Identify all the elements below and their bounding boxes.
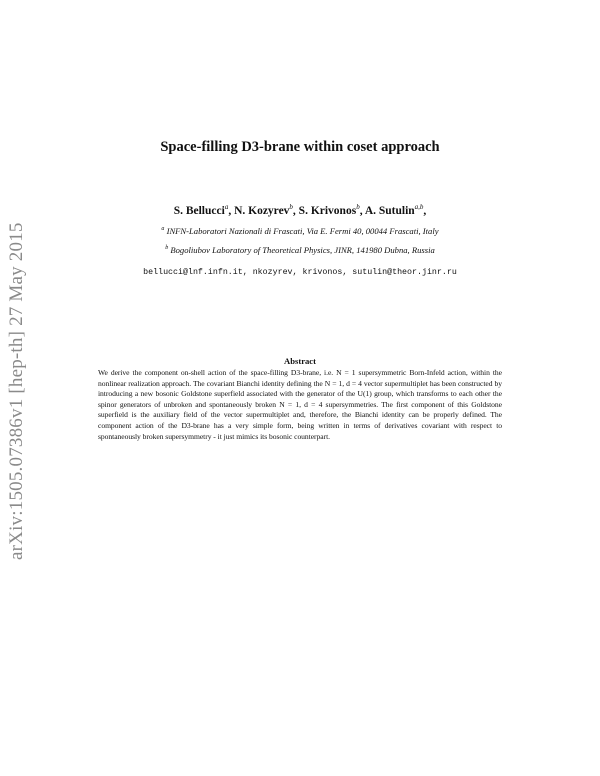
abstract-heading: Abstract <box>284 356 316 366</box>
affiliation-text: INFN-Laboratori Nazionali di Frascati, Via E. Fermi 40, 00044 Frascati, Italy <box>166 226 439 236</box>
affiliation-mark: b <box>165 245 169 252</box>
affiliation-text: Bogoliubov Laboratory of Theoretical Physics, JINR, 141980 Dubna, Russia <box>170 245 435 255</box>
abstract-text: We derive the component on-shell action of the space-filling D3-brane, i.e. N = 1 supersymmetric Born-Infeld action, within the nonlinear realization approach. The covariant Bianchi identity defining the N = 1, d = 4 vector supermultiplet has been constructed by introducing a new bosonic Goldstone superfield associated with the generator of the U(1) group, which transforms to each other the spinor generators of unbroken and spontaneously broken N = 1, d = 4 supersymmetries. The first component of this Goldstone superfield is the auxiliary field of the vector supermultiplet and, therefore, the Bianchi identity can be properly defined. The component action of the D3-brane has a very simple form, being written in terms of derivatives covariant with respect to spontaneously broken supersymmetry - it just mimics its bosonic counterpart. <box>98 368 502 441</box>
arxiv-stamp: arXiv:1505.07386v1 [hep-th] 27 May 2015 <box>6 222 27 560</box>
affiliation-mark: a <box>161 226 165 233</box>
author-affiliation-mark: b <box>356 203 360 211</box>
author-name: A. Sutulin <box>364 204 415 217</box>
email-addresses: bellucci@lnf.infn.it, nkozyrev, krivonos, sutulin@theor.jinr.ru <box>143 268 457 277</box>
author-affiliation-mark: b <box>289 203 293 211</box>
author-name: N. Kozyrev <box>234 204 290 217</box>
paper-title: Space-filling D3-brane within coset approach <box>160 139 440 155</box>
author-list: S. Bellucci$^a$, N. Kozyrev$^b$, S. Krivonos$^b$, A. Sutulin$^{a,b}$, <box>173 203 427 217</box>
author-name: S. Bellucci <box>173 204 225 217</box>
author-name: S. Krivonos <box>298 204 357 217</box>
author-affiliation-mark: a,b <box>414 203 424 211</box>
author-affiliation-mark: a <box>224 203 229 211</box>
affiliation-b <box>0 245 600 255</box>
affiliation-a <box>0 226 600 236</box>
